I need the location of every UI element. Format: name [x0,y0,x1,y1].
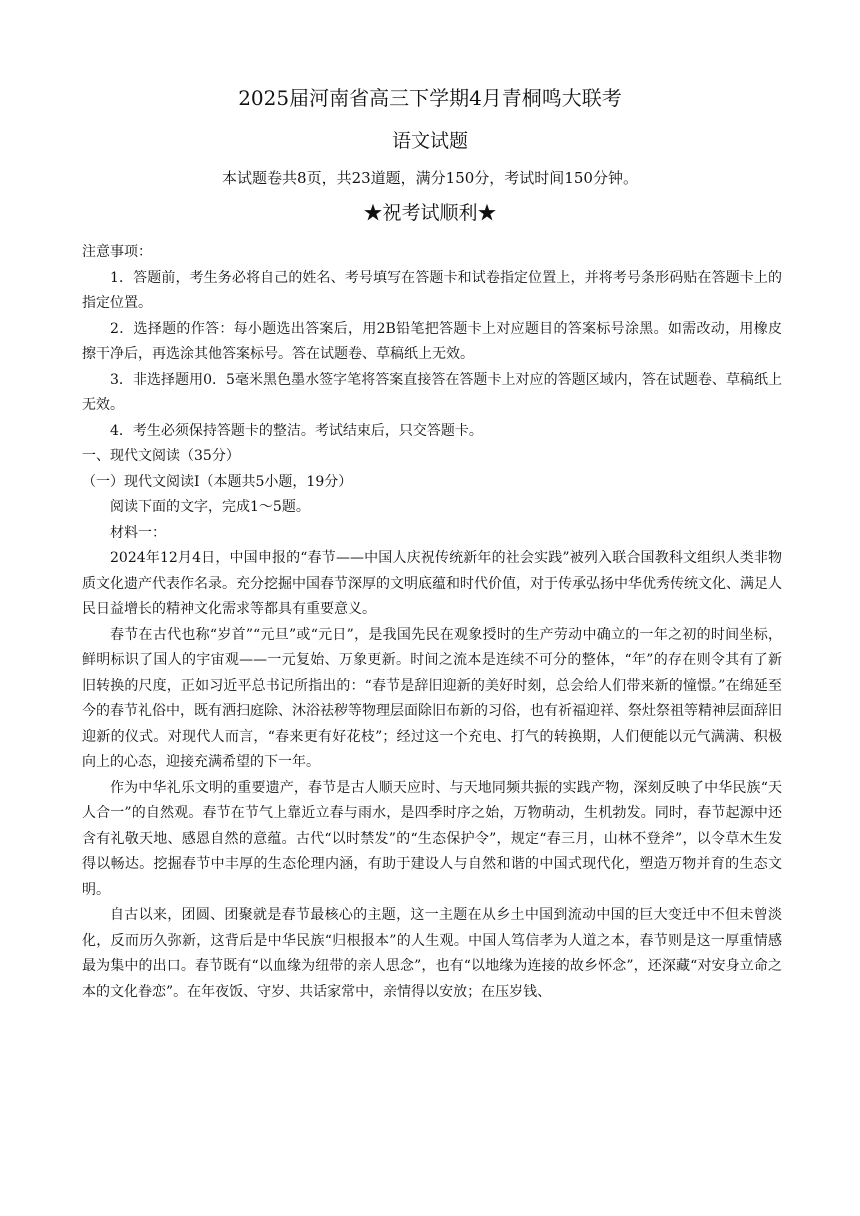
passage-paragraph-4: 自古以来，团圆、团聚就是春节最核心的主题，这一主题在从乡土中国到流动中国的巨大变迁中不但未曾淡化，反而历久弥新，这背后是中华民族“归根报本”的人生观。中国人笃信孝为人道之本，春节则是这一厚重情感最为集中的出口。春节既有“以血缘为纽带的亲人思念”，也有“以地缘为连接的故乡怀念”，还深藏“对安身立命之本的文化眷恋”。在年夜饭、守岁、共话家常中，亲情得以安放；在压岁钱、 [82,907,782,1000]
exam-body [82,240,782,1005]
good-luck-banner: ★祝考试顺利★ [363,202,497,224]
note-item-3: 3．非选择题用0．5毫米黑色墨水签字笔将答案直接答在答题卡上对应的答题区域内，答在试题卷、草稿纸上无效。 [82,371,782,413]
subject-title: 语文试题 [391,130,468,152]
material-label: 材料一： [110,524,166,541]
reading-instruction: 阅读下面的文字，完成1～5题。 [110,499,310,515]
note-item-1: 1．答题前，考生务必将自己的姓名、考号填写在答题卡和试卷指定位置上，并将考号条形码贴在答题卡上的指定位置。 [82,269,782,311]
note-item-4: 4．考生必须保持答题卡的整洁。考试结束后，只交答题卡。 [110,422,483,439]
exam-title: 2025届河南省高三下学期4月青桐鸣大联考 [238,86,622,110]
notes-heading: 注意事项： [82,244,152,260]
section-title: 一、现代文阅读（35分） [82,448,240,464]
passage-paragraph-2: 春节在古代也称“岁首”“元旦”或“元日”，是我国先民在观象授时的生产劳动中确立的一年之初的时间坐标，鲜明标识了国人的宇宙观——一元复始、万象更新。时间之流本是连续不可分的整体，“年”的存在则令其有了新旧转换的尺度，正如习近平总书记所指出的：“春节是辞旧迎新的美好时刻，总会给人们带来新的憧憬。”在绵延至今的春节礼俗中，既有洒扫庭除、沐浴祛秽等物理层面除旧布新的习俗，也有祈福迎祥、祭灶祭祖等精神层面辞旧迎新的仪式。对现代人而言，“春来更有好花枝”；经过这一个充电、打气的转换期，人们便能以元气满满、积极向上的心态，迎接充满希望的下一年。 [82,626,782,770]
passage-paragraph-3: 作为中华礼乐文明的重要遗产，春节是古人顺天应时、与天地同频共振的实践产物，深刻反映了中华民族“天人合一”的自然观。春节在节气上靠近立春与雨水，是四季时序之始，万物萌动，生机勃发。同时，春节起源中还含有礼敬天地、感恩自然的意蕴。古代“以时禁发”的“生态保护令”，规定“春三月，山林不登斧”，以令草木生发得以畅达。挖掘春节中丰厚的生态伦理内涵，有助于建设人与自然和谐的中国式现代化，塑造万物并育的生态文明。 [82,779,782,898]
passage-paragraph-1: 2024年12月4日，中国申报的“春节——中国人庆祝传统新年的社会实践”被列入联合国教科文组织人类非物质文化遗产代表作名录。充分挖掘中国春节深厚的文明底蕴和时代价值，对于传承弘扬中华优秀传统文化、满足人民日益增长的精神文化需求等都具有重要意义。 [82,550,782,617]
exam-info: 本试题卷共8页，共23道题，满分150分，考试时间150分钟。 [222,169,638,187]
section-subtitle: （一）现代文阅读Ⅰ（本题共5小题，19分） [82,473,353,490]
note-item-2: 2．选择题的作答：每小题选出答案后，用2B铅笔把答题卡上对应题目的答案标号涂黑。如需改动，用橡皮擦干净后，再选涂其他答案标号。答在试题卷、草稿纸上无效。 [82,320,782,362]
